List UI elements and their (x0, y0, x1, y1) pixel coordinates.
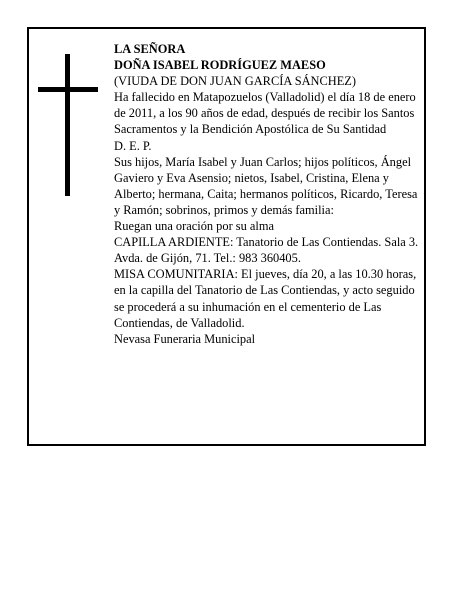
deceased-name: DOÑA ISABEL RODRÍGUEZ MAESO (114, 58, 326, 73)
title-line: LA SEÑORA (114, 42, 186, 56)
widow-of: (VIUDA DE DON JUAN GARCÍA SÁNCHEZ) (114, 74, 356, 89)
prayer-request: Ruegan una oración por su alma (114, 219, 274, 234)
cross-horizontal-bar (38, 87, 98, 92)
family-list: Sus hijos, María Isabel y Juan Carlos; hijos políticos, Ángel Gaviero y Eva Asensio; nietos, Isabel, Cristina, Elena y Alberto; hermana, Caita; hermanos políticos, Ricardo, Teresa y Ramón; sobrinos, primos y demás familia: (114, 154, 418, 217)
obituary-text (114, 41, 424, 347)
rip-line: D. E. P. (114, 138, 152, 153)
funeral-chapel: CAPILLA ARDIENTE: Tanatorio de Las Contiendas. Sala 3. Avda. de Gijón, 71. Tel.: 983 360405. (114, 235, 419, 266)
death-notice: Ha fallecido en Matapozuelos (Valladolid) el día 18 de enero de 2011, a los 90 años de edad, después de recibir los Santos Sacramentos y la Bendición Apostólica de Su Santidad (114, 90, 416, 137)
mass-info: MISA COMUNITARIA: El jueves, día 20, a las 10.30 horas, en la capilla del Tanatorio de Las Contiendas, y acto seguido se procederá a su inhumación en el cementerio de Las Contiendas, de Valladolid. (114, 267, 417, 330)
funeral-home: Nevasa Funeraria Municipal (114, 331, 256, 346)
cross-vertical-bar (65, 54, 70, 196)
cross-icon (38, 54, 98, 196)
